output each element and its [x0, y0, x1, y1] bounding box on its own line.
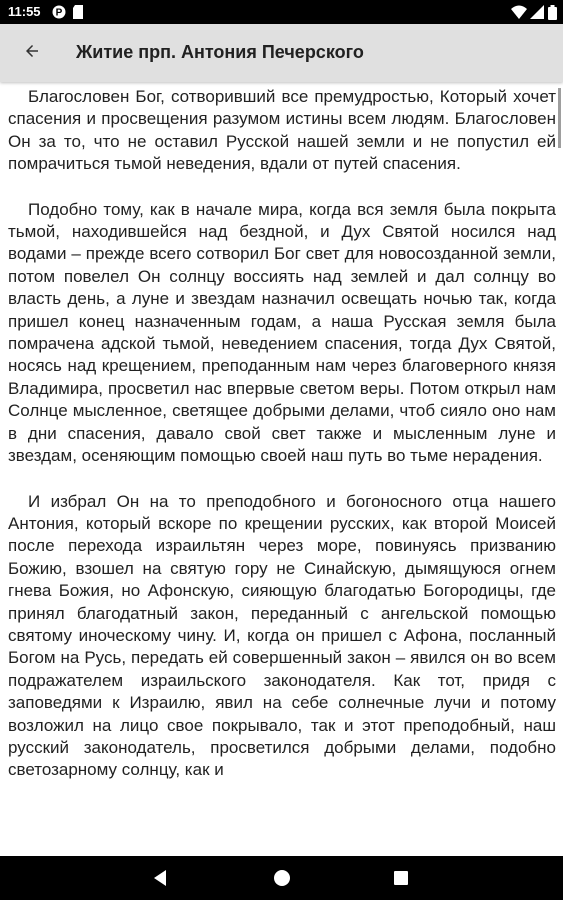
scrollbar[interactable]: [558, 88, 561, 148]
arrow-left-icon: [23, 42, 41, 65]
home-circle-icon[interactable]: [270, 866, 294, 890]
notification-p-icon: [52, 5, 66, 24]
wifi-icon: [511, 5, 527, 24]
recents-square-icon[interactable]: [389, 866, 413, 890]
reading-content[interactable]: [8, 86, 556, 856]
navigation-bar: [0, 856, 563, 900]
status-time: 11:55: [8, 4, 41, 19]
paragraph: Благословен Бог, сотворивший все премудростью, Который хочет спасения и просвещения разумом истины всем людям. Благословен Он за то, что не оставил Русской нашей земли и не попустил ей помрачиться тьмой неведения, вдали от путей спасения.: [8, 87, 556, 174]
back-triangle-icon[interactable]: [148, 866, 172, 890]
signal-icon: [530, 5, 544, 24]
battery-icon: [548, 5, 557, 25]
paragraph: Подобно тому, как в начале мира, когда вся земля была покрыта тьмой, находившейся над бездной, и Дух Святой носился над водами – прежде всего сотворил Бог свет для новосозданной земли, потом повелел Он солнцу воссиять над землей и дал солнцу во власть день, а луне и звездам назначил освещать ночью так, когда пришел конец назначенным годам, а наша Русская земля была помрачена адской тьмой, неведением спасения, тогда Дух Святой, носясь над крещением, преподанным нам через благоверного князя Владимира, просветил нас впервые светом веры. Потом открыл нам Солнце мысленное, светящее добрыми делами, чтоб сияло оно нам в дни спасения, давало свой свет также и мысленным луне и звездам, осеняющим помощью своей наш путь во тьме нерадения.: [8, 199, 556, 466]
page-title: Житие прп. Антония Печерского: [76, 42, 364, 62]
sd-card-icon: [72, 5, 84, 24]
status-bar: [0, 0, 563, 24]
back-button[interactable]: [16, 37, 48, 69]
app-bar: [0, 24, 563, 82]
svg-text:P: P: [55, 7, 63, 19]
paragraph: И избрал Он на то преподобного и богоносного отца нашего Антония, который вскоре по крещении русских, как второй Моисей после перехода израильтян через море, повинуясь призванию Божию, взошел на святую гору не Синайскую, дымящуюся огнем гнева Божия, но Афонскую, сияющую благодатью Богородицы, где принял благодатный закон, переданный с ангельской помощью святому иноческому чину. И, когда он пришел с Афона, посланный Богом на Русь, передать ей совершенный закон – явился он во всем подражателем израильского законодателя. Как тот, придя с заповедями к Израилю, явил на себе солнечные лучи и потому возложил на лицо свое покрывало, так и этот преподобный, наш русский законодатель, просветился добрыми делами, подобно светозарному солнцу, как и: [8, 491, 556, 780]
